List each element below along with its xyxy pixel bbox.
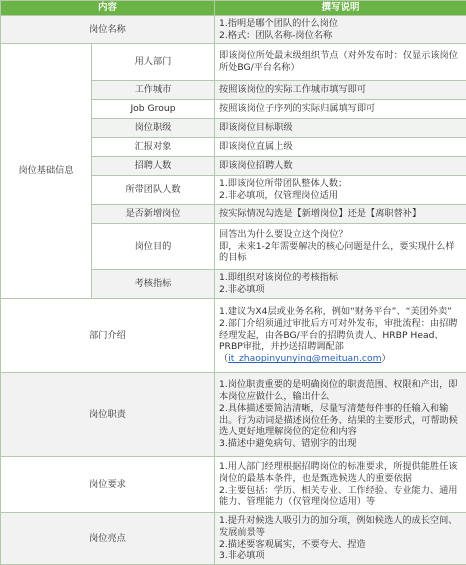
desc-line: 即该岗位所处最末级组织节点（对外发布时：仅显示该岗位所处BG/平台名称） [219, 50, 463, 74]
row-label: 岗位目的 [92, 224, 215, 270]
group-label: 岗位基础信息 [1, 44, 92, 299]
row-desc [215, 270, 466, 299]
row-label: 岗位名称 [1, 16, 215, 44]
row-desc [215, 513, 466, 565]
row-desc [215, 205, 466, 224]
desc-line: 回答出为什么要设立这个岗位？ [219, 229, 463, 241]
row-desc [215, 457, 466, 513]
email-paren-open: （ [219, 353, 228, 364]
desc-line: 1.指明是哪个团队的什么岗位 [219, 18, 463, 30]
email-line [219, 353, 463, 365]
row-label: 工作城市 [92, 81, 215, 100]
row-label: 岗位要求 [1, 457, 215, 513]
row-label: 汇报对象 [92, 138, 215, 157]
row-desc [215, 176, 466, 205]
row-desc [215, 100, 466, 119]
row-desc [215, 138, 466, 157]
row-label: 考核指标 [92, 270, 215, 299]
row-label: 岗位职级 [92, 119, 215, 138]
desc-line: 1.即该岗位所带团队整体人数； [219, 178, 463, 190]
row-label: 所带团队人数 [92, 176, 215, 205]
desc-line: 1.岗位职责重要的是明确岗位的职责范围、权限和产出，即本岗位应做什么，输出什么 [219, 379, 463, 403]
desc-line: 按照该岗位子序列的实际归属填写即可 [219, 103, 463, 115]
row-desc [215, 16, 466, 44]
desc-line: 1.建议为X4层或业务名称，例如“财务平台”、“美团外卖” [219, 306, 463, 318]
email-paren-close: ） [382, 353, 391, 364]
desc-line: 即，未来1-2年需要解决的核心问题是什么，要实现什么样的目标 [219, 241, 463, 265]
desc-line: 即该岗位目标职级 [219, 122, 463, 134]
desc-line: 2.描述要客观属实，不要夸大、捏造 [219, 539, 463, 551]
row-label: 岗位职责 [1, 373, 215, 457]
header-content: 内容 [1, 1, 215, 16]
row-desc [215, 44, 466, 81]
table-row [1, 373, 466, 457]
desc-line: 按照该岗位的实际工作城市填写即可 [219, 84, 463, 96]
desc-line: 即该岗位直属上级 [219, 141, 463, 153]
row-label: 部门介绍 [1, 299, 215, 373]
row-label: 是否新增岗位 [92, 205, 215, 224]
contact-email-link[interactable]: it_zhaopinyunying@meituan.com [228, 353, 381, 364]
header-guide: 撰写说明 [215, 1, 466, 16]
row-desc [215, 119, 466, 138]
desc-line: 1.即组织对该岗位的考核指标 [219, 272, 463, 284]
table-row [1, 513, 466, 565]
row-label: 招聘人数 [92, 157, 215, 176]
desc-line: 3.描述中避免病句、错别字的出现 [219, 438, 463, 450]
row-desc [215, 373, 466, 457]
desc-line: 2.具体描述要简洁清晰，尽量写清楚每件事的任输入和输出。行为动词是描述岗位任务、结果的主要形式，可帮助候选人更好地理解岗位的定位和内容 [219, 403, 463, 439]
desc-line: 1.提升对候选人吸引力的加分项，例如候选人的成长空间、发展前景等 [219, 515, 463, 539]
desc-line: 1.用人部门经理根据招聘岗位的标准要求，所提供能胜任该岗位的最基本条件，也是甄选候选人的重要依据 [219, 461, 463, 485]
table-row [1, 44, 466, 81]
row-label: Job Group [92, 100, 215, 119]
row-desc [215, 299, 466, 373]
desc-line: 2.非必填项 [219, 284, 463, 296]
row-desc [215, 224, 466, 270]
table-row [1, 299, 466, 373]
row-label: 岗位亮点 [1, 513, 215, 565]
table-header-row [1, 1, 466, 16]
table-row [1, 457, 466, 513]
desc-line: 2.格式：团队名称-岗位名称 [219, 30, 463, 42]
row-desc [215, 81, 466, 100]
row-desc [215, 157, 466, 176]
table-row [1, 16, 466, 44]
desc-line: 3.非必填项 [219, 550, 463, 562]
desc-line: 2.非必填项，仅管理岗位适用 [219, 190, 463, 202]
desc-line: 2.主要包括：学历、相关专业、工作经验、专业能力、通用能力、管理能力（仅管理岗位适用）等 [219, 485, 463, 509]
desc-line: 即该岗位招聘人数 [219, 160, 463, 172]
row-label: 用人部门 [92, 44, 215, 81]
desc-line: 按实际情况勾选是【新增岗位】还是【离职替补】 [219, 208, 463, 220]
desc-line: 2.部门介绍须通过审批后方可对外发布，审批流程：由招聘经理发起，由各BG/平台的招聘负责人、HRBP Head、PRBP审批，并抄送招聘调配部 [219, 318, 463, 354]
